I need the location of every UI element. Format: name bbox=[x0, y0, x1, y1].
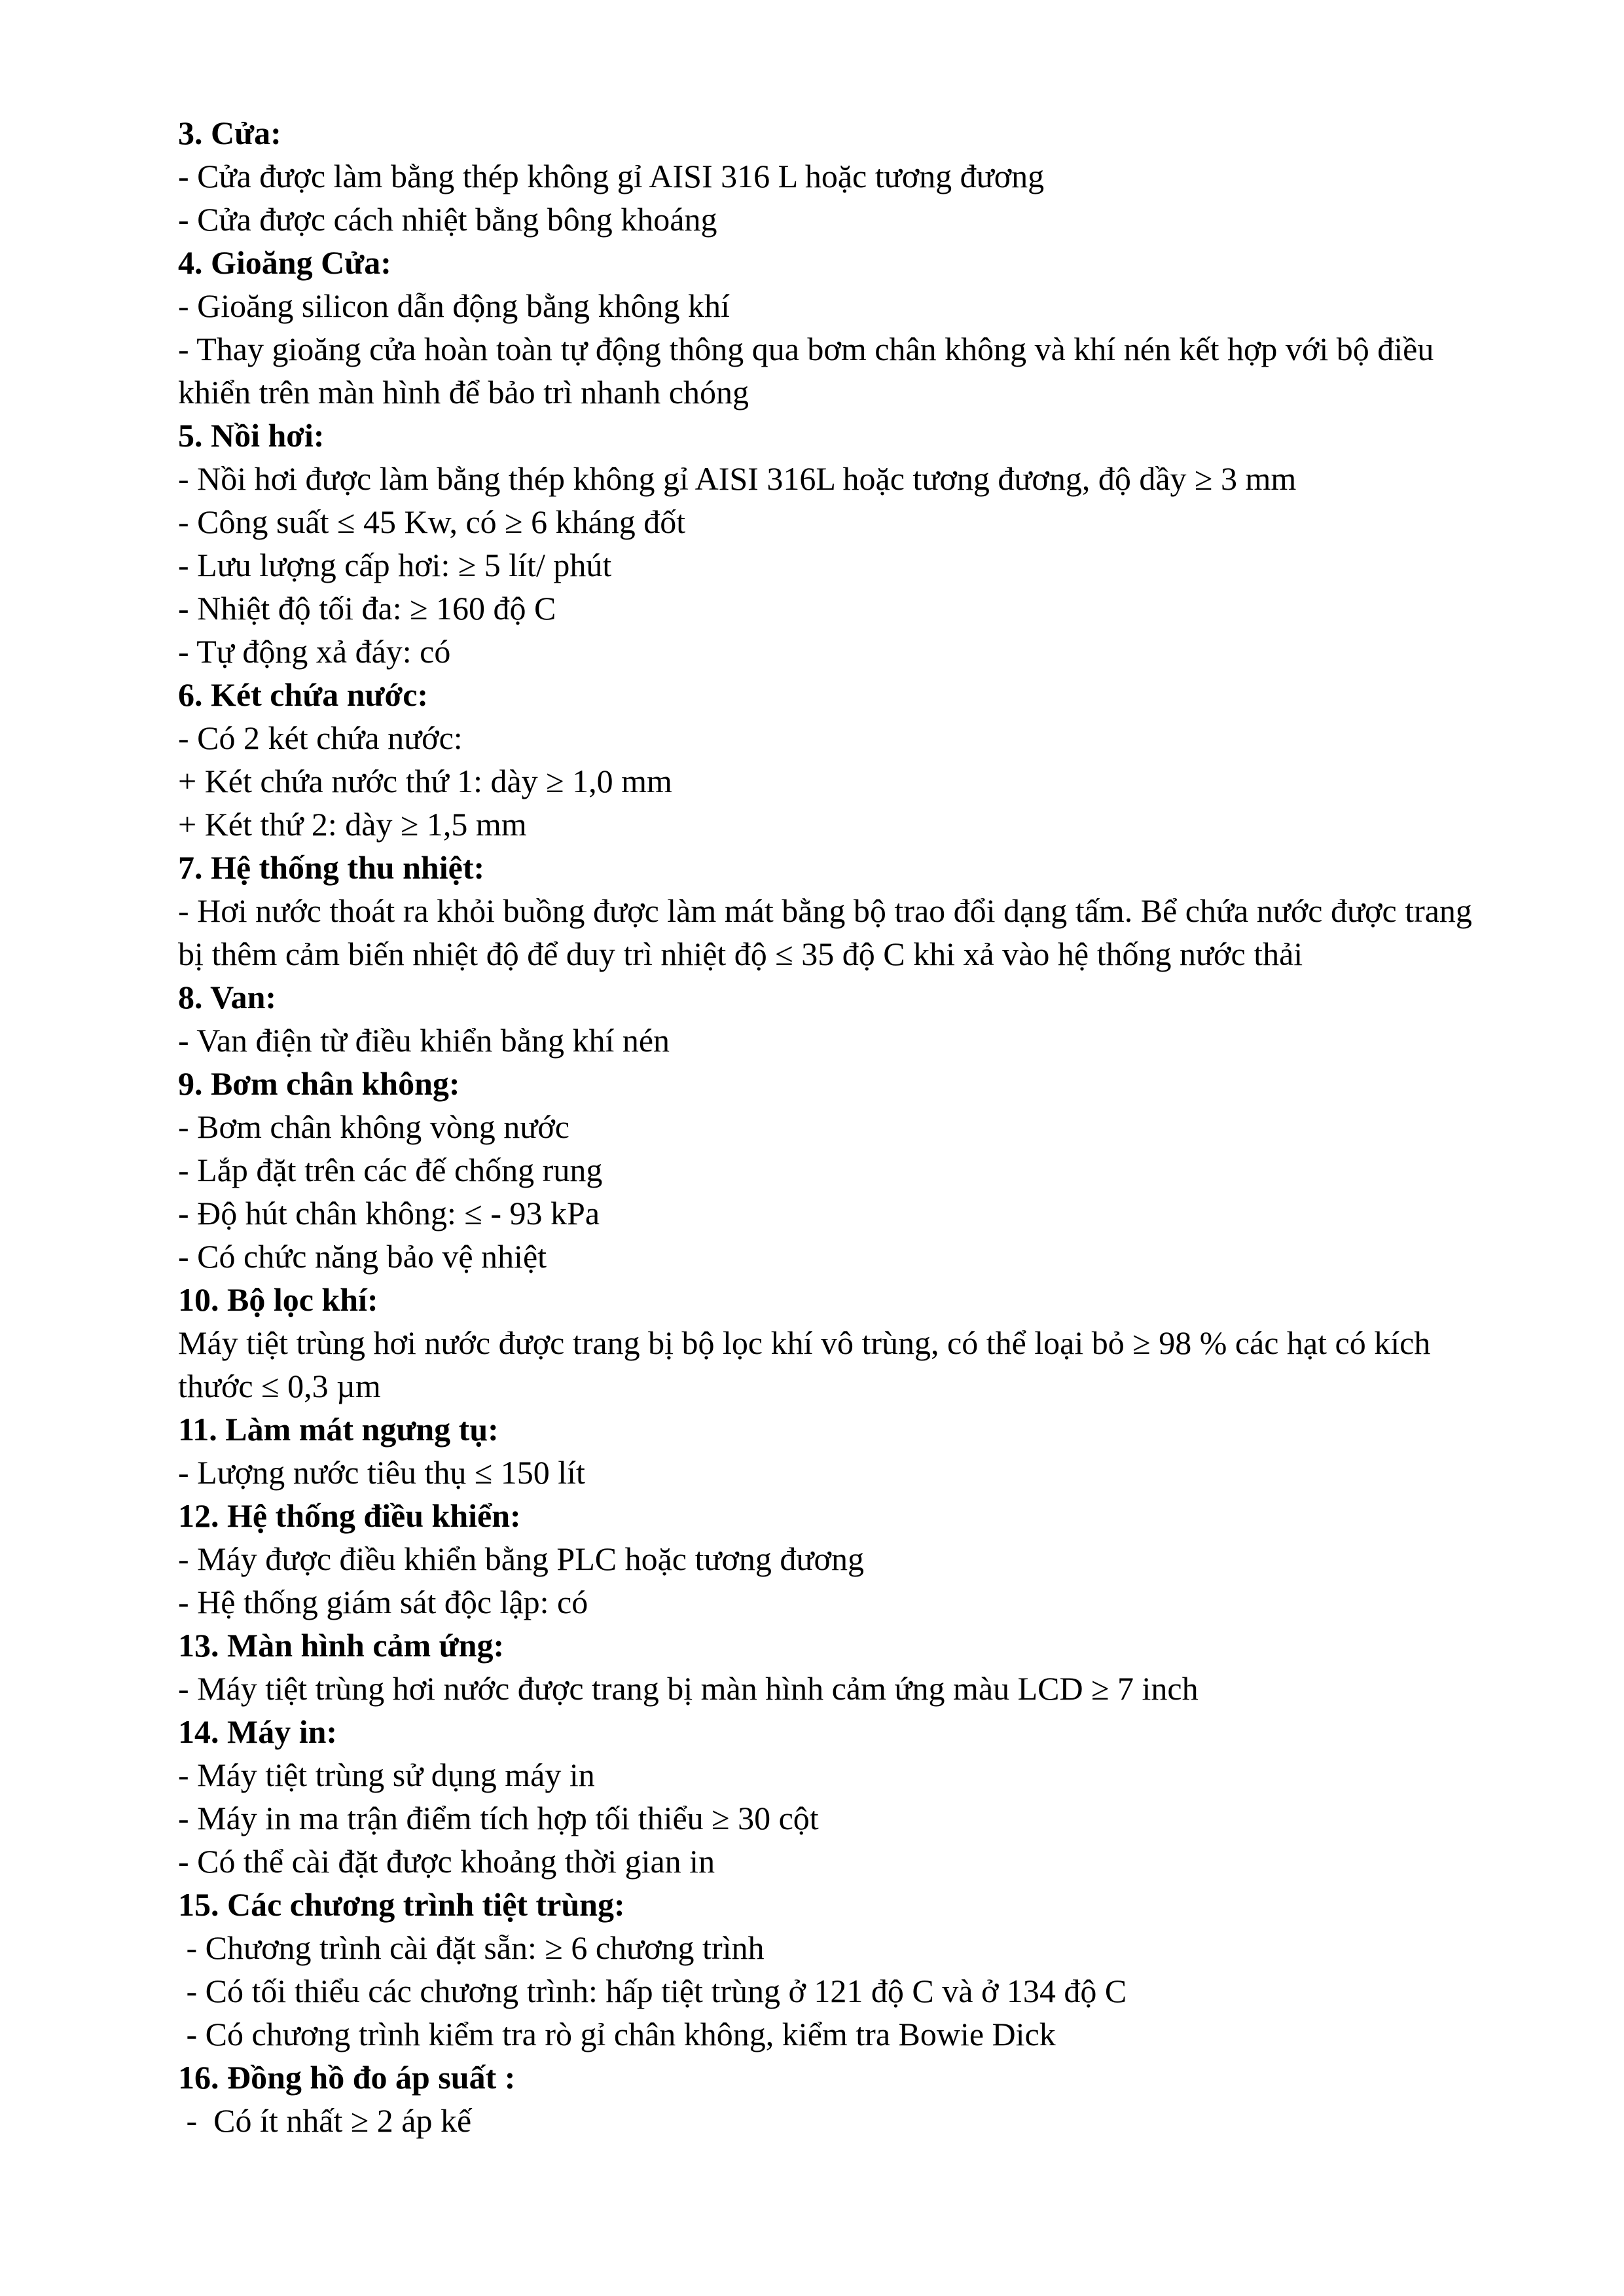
section-heading: 13. Màn hình cảm ứng: bbox=[178, 1627, 505, 1664]
spec-section-13-man-hinh-cam-ung bbox=[178, 1624, 1526, 1710]
section-heading: 7. Hệ thống thu nhiệt: bbox=[178, 849, 485, 886]
section-heading: 14. Máy in: bbox=[178, 1713, 338, 1750]
spec-line: - Có chương trình kiểm tra rò gỉ chân không, kiểm tra Bowie Dick bbox=[178, 2016, 1056, 2052]
section-heading: 10. Bộ lọc khí: bbox=[178, 1281, 378, 1318]
spec-line: + Két thứ 2: dày ≥ 1,5 mm bbox=[178, 806, 527, 843]
spec-line: - Thay gioăng cửa hoàn toàn tự động thông qua bơm chân không và khí nén kết hợp với bộ điều bbox=[178, 331, 1434, 367]
spec-line: - Có thể cài đặt được khoảng thời gian in bbox=[178, 1843, 715, 1880]
spec-line: - Gioăng silicon dẫn động bằng không khí bbox=[178, 287, 730, 324]
spec-line: - Có ít nhất ≥ 2 áp kế bbox=[178, 2102, 472, 2139]
spec-line: - Máy in ma trận điểm tích hợp tối thiểu ≥ 30 cột bbox=[178, 1800, 819, 1836]
spec-line: - Tự động xả đáy: có bbox=[178, 633, 451, 670]
section-heading: 8. Van: bbox=[178, 979, 277, 1015]
spec-section-11-lam-mat-ngung-tu bbox=[178, 1408, 1526, 1494]
spec-section-12-he-thong-dieu-khien bbox=[178, 1494, 1526, 1624]
spec-line: - Bơm chân không vòng nước bbox=[178, 1108, 569, 1145]
spec-line: - Van điện từ điều khiển bằng khí nén bbox=[178, 1022, 670, 1059]
spec-line: - Công suất ≤ 45 Kw, có ≥ 6 kháng đốt bbox=[178, 503, 686, 540]
spec-line: + Két chứa nước thứ 1: dày ≥ 1,0 mm bbox=[178, 763, 672, 799]
section-heading: 6. Két chứa nước: bbox=[178, 676, 429, 713]
section-heading: 12. Hệ thống điều khiển: bbox=[178, 1497, 521, 1534]
section-heading: 15. Các chương trình tiệt trùng: bbox=[178, 1886, 625, 1923]
section-heading: 4. Gioăng Cửa: bbox=[178, 244, 391, 281]
spec-section-10-bo-loc-khi bbox=[178, 1278, 1526, 1408]
spec-section-9-bom-chan-khong bbox=[178, 1062, 1526, 1278]
spec-line: thước ≤ 0,3 µm bbox=[178, 1368, 381, 1404]
spec-line: - Lắp đặt trên các đế chống rung bbox=[178, 1152, 603, 1188]
section-heading: 9. Bơm chân không: bbox=[178, 1065, 460, 1102]
spec-line: - Độ hút chân không: ≤ - 93 kPa bbox=[178, 1195, 600, 1231]
spec-line: - Cửa được cách nhiệt bằng bông khoáng bbox=[178, 201, 717, 238]
spec-line: - Máy tiệt trùng hơi nước được trang bị màn hình cảm ứng màu LCD ≥ 7 inch bbox=[178, 1670, 1199, 1707]
spec-line: - Hơi nước thoát ra khỏi buồng được làm mát bằng bộ trao đổi dạng tấm. Bể chứa nước được trang bbox=[178, 892, 1472, 929]
spec-line: - Chương trình cài đặt sẵn: ≥ 6 chương trình bbox=[178, 1929, 765, 1966]
spec-section-5-noi-hoi bbox=[178, 414, 1526, 673]
spec-section-15-cac-chuong-trinh-tiet-trung bbox=[178, 1883, 1526, 2056]
spec-line: - Có 2 két chứa nước: bbox=[178, 720, 463, 756]
spec-section-14-may-in bbox=[178, 1710, 1526, 1883]
spec-line: - Hệ thống giám sát độc lập: có bbox=[178, 1584, 588, 1620]
spec-line: bị thêm cảm biến nhiệt độ để duy trì nhiệt độ ≤ 35 độ C khi xả vào hệ thống nước thải bbox=[178, 936, 1303, 972]
spec-line: - Máy tiệt trùng sử dụng máy in bbox=[178, 1757, 595, 1793]
section-heading: 5. Nồi hơi: bbox=[178, 417, 325, 454]
spec-section-4-gioang-cua bbox=[178, 241, 1526, 414]
spec-section-16-dong-ho-do-ap-suat bbox=[178, 2056, 1526, 2142]
section-heading: 11. Làm mát ngưng tụ: bbox=[178, 1411, 499, 1448]
spec-section-3-cua bbox=[178, 111, 1526, 241]
spec-line: Máy tiệt trùng hơi nước được trang bị bộ lọc khí vô trùng, có thể loại bỏ ≥ 98 % các hạt có kích bbox=[178, 1324, 1431, 1361]
spec-line: - Nhiệt độ tối đa: ≥ 160 độ C bbox=[178, 590, 556, 627]
spec-section-7-he-thong-thu-nhiet bbox=[178, 846, 1526, 975]
spec-section-8-van bbox=[178, 975, 1526, 1062]
section-heading: 16. Đồng hồ đo áp suất : bbox=[178, 2059, 516, 2096]
spec-line: - Có chức năng bảo vệ nhiệt bbox=[178, 1238, 547, 1275]
spec-line: - Nồi hơi được làm bằng thép không gỉ AISI 316L hoặc tương đương, độ dầy ≥ 3 mm bbox=[178, 460, 1297, 497]
spec-line: - Máy được điều khiển bằng PLC hoặc tương đương bbox=[178, 1540, 864, 1577]
spec-section-6-ket-chua-nuoc bbox=[178, 673, 1526, 846]
spec-line: khiển trên màn hình để bảo trì nhanh chóng bbox=[178, 374, 749, 410]
spec-line: - Lượng nước tiêu thụ ≤ 150 lít bbox=[178, 1454, 585, 1491]
spec-line: - Lưu lượng cấp hơi: ≥ 5 lít/ phút bbox=[178, 547, 612, 583]
spec-line: - Cửa được làm bằng thép không gỉ AISI 316 L hoặc tương đương bbox=[178, 158, 1045, 194]
spec-line: - Có tối thiểu các chương trình: hấp tiệt trùng ở 121 độ C và ở 134 độ C bbox=[178, 1973, 1127, 2009]
section-heading: 3. Cửa: bbox=[178, 115, 281, 151]
